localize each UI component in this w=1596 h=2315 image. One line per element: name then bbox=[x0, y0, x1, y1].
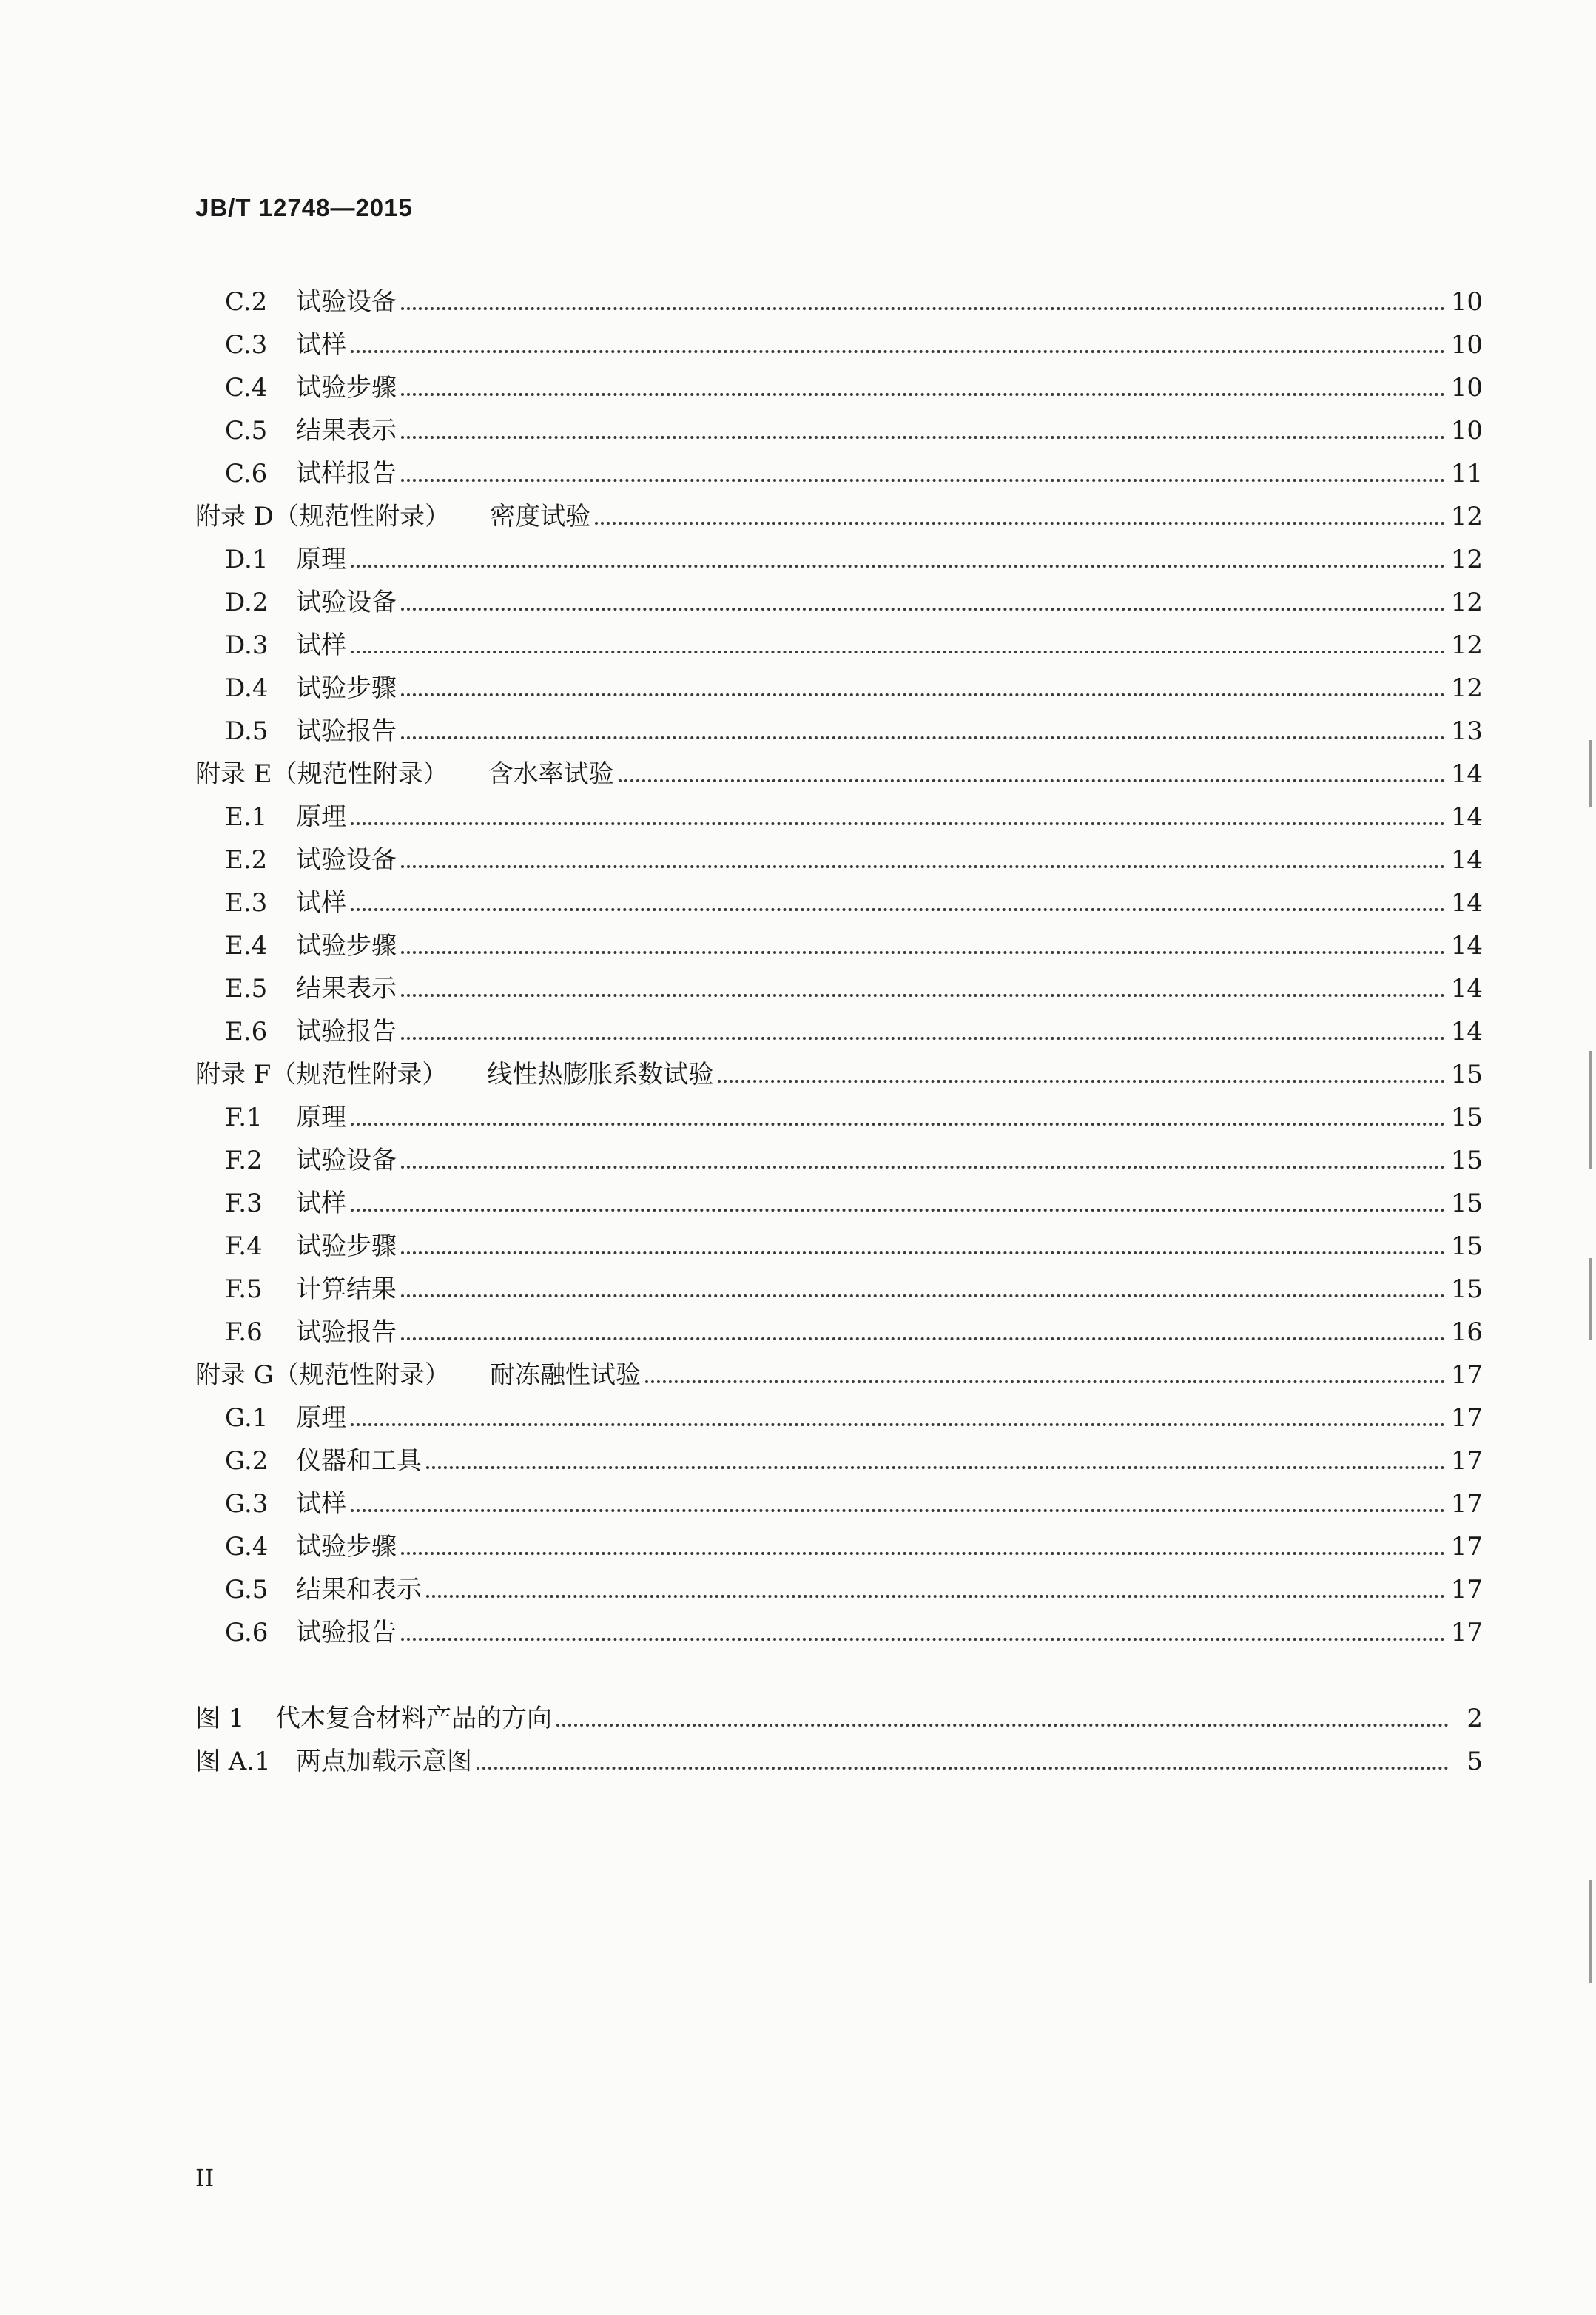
toc-section-entry bbox=[195, 446, 1483, 488]
toc-page-number: 17 bbox=[1450, 1403, 1483, 1433]
table-of-contents bbox=[195, 274, 1483, 1776]
toc-dot-leader bbox=[401, 1552, 1445, 1555]
toc-entry-title: 试验步骤 bbox=[296, 373, 397, 403]
toc-page-number: 14 bbox=[1450, 845, 1483, 875]
toc-section-entry bbox=[195, 1175, 1483, 1218]
toc-entry-title: 试样报告 bbox=[296, 459, 397, 488]
toc-entry-title: 仪器和工具 bbox=[296, 1446, 422, 1476]
toc-page-number: 17 bbox=[1450, 1618, 1483, 1647]
toc-section-entry bbox=[195, 1218, 1483, 1261]
toc-entry-number: G.4 bbox=[225, 1532, 269, 1562]
toc-dot-leader bbox=[401, 1037, 1445, 1040]
toc-dot-leader bbox=[477, 1767, 1449, 1770]
toc-dot-leader bbox=[401, 307, 1445, 310]
toc-section-entry bbox=[195, 918, 1483, 961]
toc-dot-leader bbox=[401, 736, 1445, 739]
toc-entry-number: D.5 bbox=[225, 716, 269, 746]
toc-page-number: 10 bbox=[1450, 373, 1483, 403]
toc-dot-leader bbox=[401, 951, 1445, 954]
toc-dot-leader bbox=[401, 1251, 1445, 1254]
toc-page-number: 12 bbox=[1450, 588, 1483, 617]
scan-edge-mark bbox=[1589, 1880, 1592, 1983]
toc-entry-title: 原理 bbox=[296, 802, 346, 832]
toc-page-number: 12 bbox=[1450, 673, 1483, 703]
toc-page-number: 11 bbox=[1450, 459, 1483, 488]
toc-page-number: 13 bbox=[1450, 716, 1483, 746]
toc-entry-number: F.1 bbox=[225, 1103, 263, 1132]
toc-entry-title: 试验设备 bbox=[296, 287, 397, 317]
toc-entry-number: D.4 bbox=[225, 673, 269, 703]
toc-dot-leader bbox=[351, 1423, 1445, 1426]
toc-entry-number: G.5 bbox=[225, 1575, 269, 1605]
toc-dot-leader bbox=[351, 1123, 1445, 1126]
toc-dot-leader bbox=[645, 1380, 1445, 1383]
toc-dot-leader bbox=[351, 822, 1445, 825]
toc-section-entry bbox=[195, 403, 1483, 446]
toc-page-number: 10 bbox=[1450, 287, 1483, 317]
toc-page-number: 15 bbox=[1450, 1189, 1483, 1218]
toc-entry-title: 试验设备 bbox=[296, 588, 397, 617]
scan-edge-mark bbox=[1589, 740, 1592, 807]
toc-dot-leader bbox=[351, 350, 1445, 353]
toc-entry-number: G.6 bbox=[225, 1618, 269, 1647]
toc-page-number: 12 bbox=[1450, 502, 1483, 531]
toc-entry-title: 试验报告 bbox=[296, 1618, 397, 1647]
toc-entry-number: D.2 bbox=[225, 588, 269, 617]
toc-page-number: 17 bbox=[1450, 1532, 1483, 1562]
toc-entry-title: 计算结果 bbox=[296, 1274, 397, 1304]
toc-entry-title: 结果和表示 bbox=[296, 1575, 422, 1605]
toc-entry-title: 结果表示 bbox=[296, 416, 397, 446]
toc-page-number: 16 bbox=[1450, 1317, 1483, 1347]
toc-entry-title: 两点加载示意图 bbox=[296, 1747, 472, 1776]
toc-figure-entry bbox=[195, 1733, 1483, 1776]
toc-page-number: 14 bbox=[1450, 888, 1483, 918]
toc-section-entry bbox=[195, 660, 1483, 703]
toc-page-number: 15 bbox=[1450, 1232, 1483, 1261]
toc-page-number: 15 bbox=[1450, 1060, 1483, 1089]
toc-dot-leader bbox=[351, 908, 1445, 911]
toc-entry-number: G.1 bbox=[225, 1403, 269, 1433]
toc-dot-leader bbox=[401, 436, 1445, 439]
toc-appendix-entry bbox=[195, 488, 1483, 531]
toc-section-entry bbox=[195, 617, 1483, 660]
toc-dot-leader bbox=[401, 994, 1445, 997]
toc-page-number: 15 bbox=[1450, 1274, 1483, 1304]
toc-entry-number: G.3 bbox=[225, 1489, 269, 1519]
toc-appendix-entry bbox=[195, 1347, 1483, 1390]
toc-entry-title: 结果表示 bbox=[296, 974, 397, 1004]
toc-appendix-entry bbox=[195, 746, 1483, 789]
page-number: II bbox=[195, 2164, 215, 2192]
toc-entry-title: 原理 bbox=[296, 1403, 346, 1433]
toc-section-entry bbox=[195, 1390, 1483, 1433]
toc-entry-number: D.1 bbox=[225, 545, 269, 574]
toc-page-number: 14 bbox=[1450, 974, 1483, 1004]
toc-section-entry bbox=[195, 1004, 1483, 1046]
toc-entry-number: F.3 bbox=[225, 1189, 263, 1218]
toc-spacer bbox=[195, 1647, 1483, 1690]
toc-section-entry bbox=[195, 360, 1483, 403]
toc-entry-number: E.4 bbox=[225, 931, 268, 961]
toc-entry-number: 图 1 bbox=[195, 1704, 245, 1733]
toc-entry-title: 试验报告 bbox=[296, 1317, 397, 1347]
toc-page-number: 14 bbox=[1450, 802, 1483, 832]
toc-entry-title: 线性热膨胀系数试验 bbox=[487, 1060, 714, 1089]
toc-section-entry bbox=[195, 832, 1483, 875]
toc-page-number: 12 bbox=[1450, 631, 1483, 660]
toc-section-entry bbox=[195, 1132, 1483, 1175]
toc-entry-number: C.4 bbox=[225, 373, 268, 403]
toc-dot-leader bbox=[351, 1209, 1445, 1212]
toc-page-number: 15 bbox=[1450, 1146, 1483, 1175]
toc-section-entry bbox=[195, 875, 1483, 918]
toc-page-number: 10 bbox=[1450, 416, 1483, 446]
toc-dot-leader bbox=[426, 1466, 1445, 1469]
toc-section-entry bbox=[195, 574, 1483, 617]
toc-section-entry bbox=[195, 1304, 1483, 1347]
toc-entry-number: F.6 bbox=[225, 1317, 263, 1347]
toc-section-entry bbox=[195, 1089, 1483, 1132]
toc-page-number: 17 bbox=[1450, 1446, 1483, 1476]
toc-page-number: 14 bbox=[1450, 759, 1483, 789]
toc-section-entry bbox=[195, 1562, 1483, 1605]
toc-dot-leader bbox=[401, 693, 1445, 696]
toc-entry-title: 试样 bbox=[296, 631, 346, 660]
toc-dot-leader bbox=[426, 1595, 1445, 1598]
toc-dot-leader bbox=[351, 651, 1445, 653]
toc-entry-number: C.2 bbox=[225, 287, 268, 317]
toc-dot-leader bbox=[401, 393, 1445, 396]
toc-entry-title: 代木复合材料产品的方向 bbox=[275, 1704, 552, 1733]
toc-entry-number: E.6 bbox=[225, 1017, 268, 1046]
toc-section-entry bbox=[195, 703, 1483, 746]
toc-entry-title: 试验步骤 bbox=[296, 931, 397, 961]
toc-page-number: 2 bbox=[1467, 1704, 1483, 1733]
toc-entry-number: E.3 bbox=[225, 888, 268, 918]
toc-entry-title: 试样 bbox=[296, 1189, 346, 1218]
toc-entry-number: F.4 bbox=[225, 1232, 263, 1261]
scan-edge-mark bbox=[1589, 1051, 1592, 1169]
toc-appendix-entry bbox=[195, 1046, 1483, 1089]
toc-section-entry bbox=[195, 1476, 1483, 1519]
toc-section-entry bbox=[195, 1261, 1483, 1304]
toc-page-number: 17 bbox=[1450, 1489, 1483, 1519]
toc-section-entry bbox=[195, 1519, 1483, 1562]
toc-dot-leader bbox=[595, 522, 1445, 525]
toc-section-entry bbox=[195, 274, 1483, 317]
toc-entry-number: F.2 bbox=[225, 1146, 263, 1175]
toc-dot-leader bbox=[401, 1638, 1445, 1641]
toc-entry-number: C.5 bbox=[225, 416, 268, 446]
toc-dot-leader bbox=[401, 1294, 1445, 1297]
toc-section-entry bbox=[195, 961, 1483, 1004]
toc-entry-title: 试验设备 bbox=[296, 845, 397, 875]
toc-section-entry bbox=[195, 1605, 1483, 1647]
toc-entry-number: G.2 bbox=[225, 1446, 269, 1476]
toc-entry-title: 试验步骤 bbox=[296, 1232, 397, 1261]
toc-entry-title: 试验报告 bbox=[296, 1017, 397, 1046]
toc-entry-number: C.3 bbox=[225, 330, 268, 360]
toc-entry-title: 原理 bbox=[296, 545, 346, 574]
scan-edge-mark bbox=[1589, 1258, 1592, 1340]
toc-page-number: 10 bbox=[1450, 330, 1483, 360]
toc-page-number: 15 bbox=[1450, 1103, 1483, 1132]
toc-page-number: 14 bbox=[1450, 1017, 1483, 1046]
toc-entry-title: 试样 bbox=[296, 1489, 346, 1519]
toc-page-number: 17 bbox=[1450, 1575, 1483, 1605]
toc-section-entry bbox=[195, 1433, 1483, 1476]
toc-section-entry bbox=[195, 317, 1483, 360]
toc-dot-leader bbox=[401, 1337, 1445, 1340]
toc-entry-title: 试样 bbox=[296, 888, 346, 918]
toc-dot-leader bbox=[351, 565, 1445, 568]
toc-section-entry bbox=[195, 789, 1483, 832]
toc-entry-number: D.3 bbox=[225, 631, 269, 660]
toc-entry-title: 试验报告 bbox=[296, 716, 397, 746]
toc-entry-number: 附录 G（规范性附录） bbox=[195, 1360, 450, 1390]
toc-dot-leader bbox=[556, 1724, 1449, 1727]
toc-entry-number: 图 A.1 bbox=[195, 1747, 271, 1776]
toc-dot-leader bbox=[351, 1509, 1445, 1512]
toc-entry-number: 附录 F（规范性附录） bbox=[195, 1060, 448, 1089]
toc-dot-leader bbox=[401, 479, 1445, 482]
toc-dot-leader bbox=[718, 1080, 1444, 1083]
toc-entry-number: F.5 bbox=[225, 1274, 263, 1304]
toc-entry-number: E.2 bbox=[225, 845, 268, 875]
toc-dot-leader bbox=[401, 608, 1445, 611]
toc-page-number: 12 bbox=[1450, 545, 1483, 574]
toc-entry-title: 原理 bbox=[296, 1103, 346, 1132]
toc-entry-number: 附录 E（规范性附录） bbox=[195, 759, 448, 789]
toc-dot-leader bbox=[619, 779, 1445, 782]
toc-entry-title: 试样 bbox=[296, 330, 346, 360]
toc-dot-leader bbox=[401, 865, 1445, 868]
toc-page-number: 5 bbox=[1467, 1747, 1483, 1776]
toc-entry-title: 试验步骤 bbox=[296, 1532, 397, 1562]
toc-entry-title: 试验设备 bbox=[296, 1146, 397, 1175]
toc-section-entry bbox=[195, 531, 1483, 574]
toc-entry-number: E.5 bbox=[225, 974, 268, 1004]
toc-page-number: 17 bbox=[1450, 1360, 1483, 1390]
toc-entry-number: C.6 bbox=[225, 459, 268, 488]
toc-page-number: 14 bbox=[1450, 931, 1483, 961]
toc-entry-number: E.1 bbox=[225, 802, 268, 832]
toc-dot-leader bbox=[401, 1166, 1445, 1169]
toc-entry-title: 含水率试验 bbox=[488, 759, 614, 789]
toc-entry-title: 耐冻融性试验 bbox=[489, 1360, 641, 1390]
toc-entry-title: 试验步骤 bbox=[296, 673, 397, 703]
toc-entry-title: 密度试验 bbox=[490, 502, 591, 531]
document-id: JB/T 12748—2015 bbox=[195, 194, 413, 221]
toc-figure-entry bbox=[195, 1690, 1483, 1733]
toc-entry-number: 附录 D（规范性附录） bbox=[195, 502, 451, 531]
